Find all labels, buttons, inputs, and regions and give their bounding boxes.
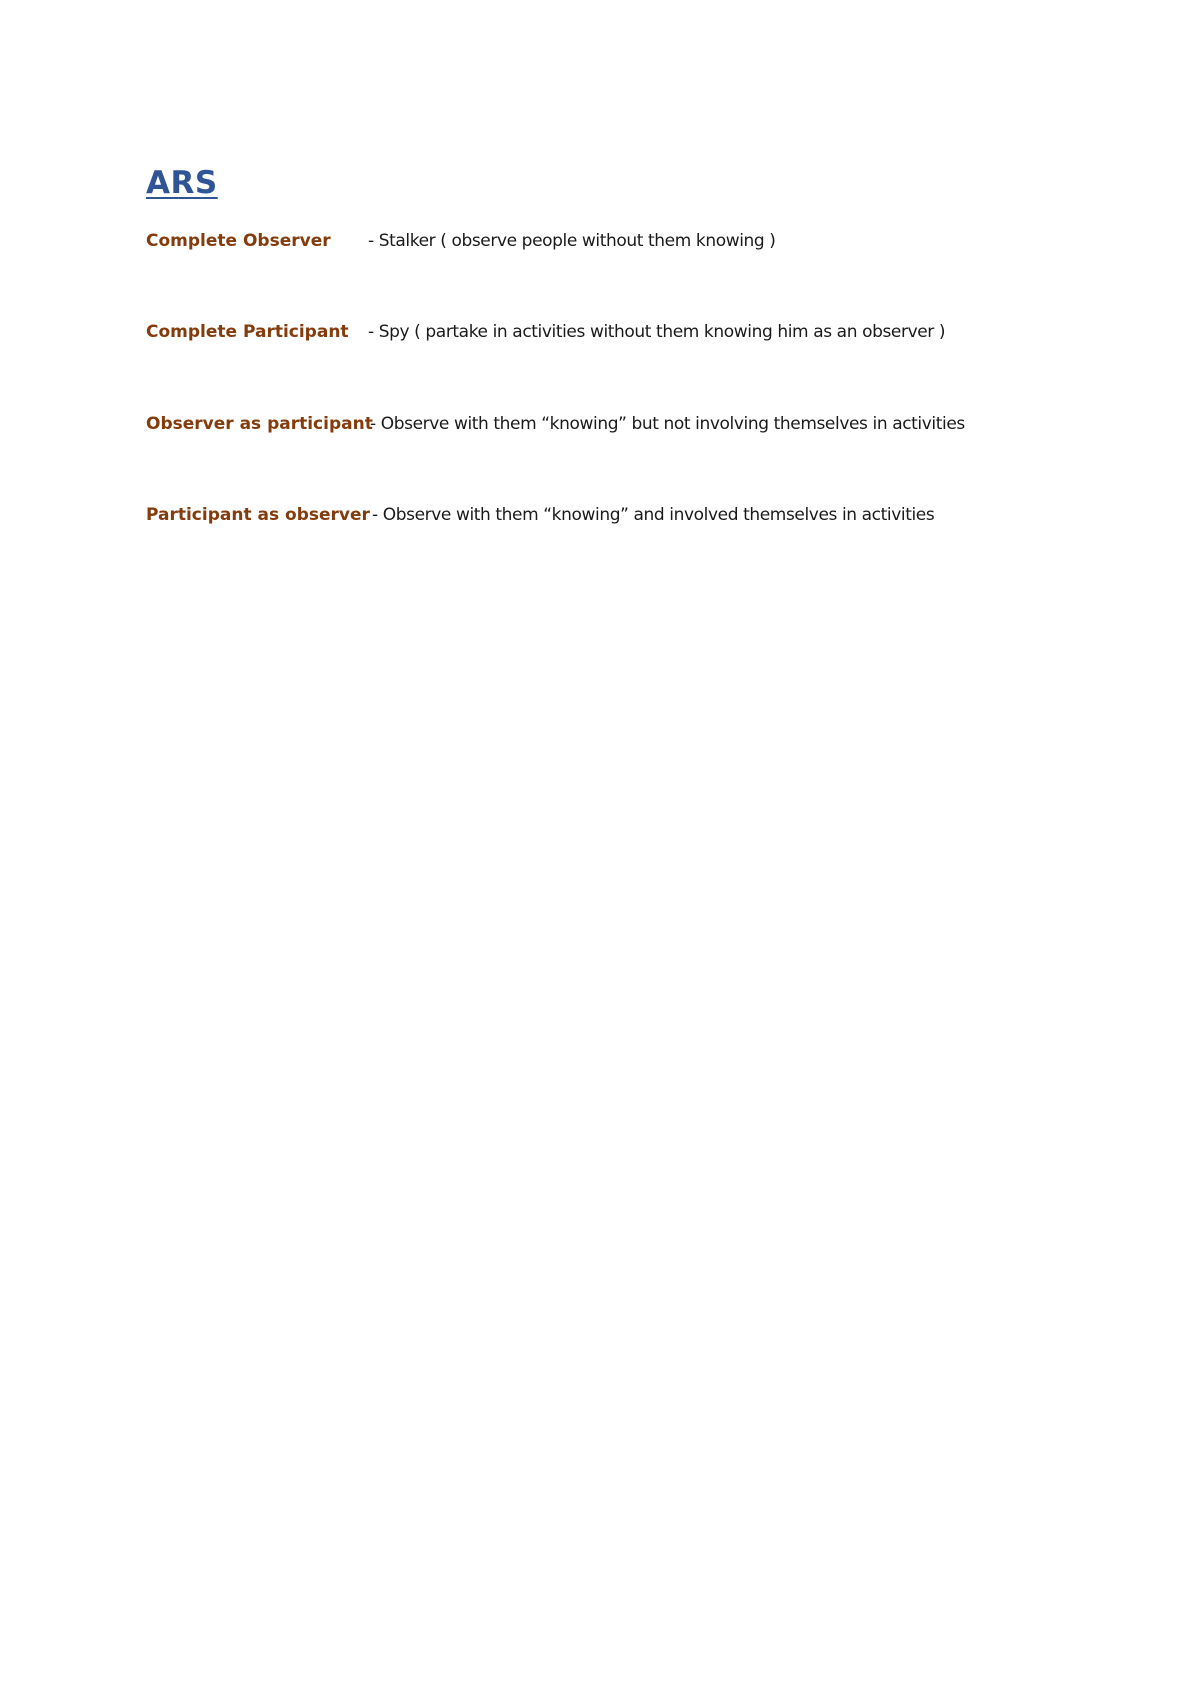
entry-description: - Stalker ( observe people without them knowing ) (368, 231, 776, 251)
document-title: ARS (146, 165, 218, 201)
entry-description: - Observe with them “knowing” and involved themselves in activities (372, 505, 935, 525)
entry-term: Complete Observer (146, 231, 331, 251)
entry-description: - Spy ( partake in activities without them knowing him as an observer ) (368, 322, 946, 342)
entry-description: - Observe with them “knowing” but not involving themselves in activities (370, 414, 965, 434)
entry-term: Complete Participant (146, 322, 349, 342)
entry-term: Participant as observer (146, 505, 370, 525)
entry-term: Observer as participant (146, 414, 373, 434)
